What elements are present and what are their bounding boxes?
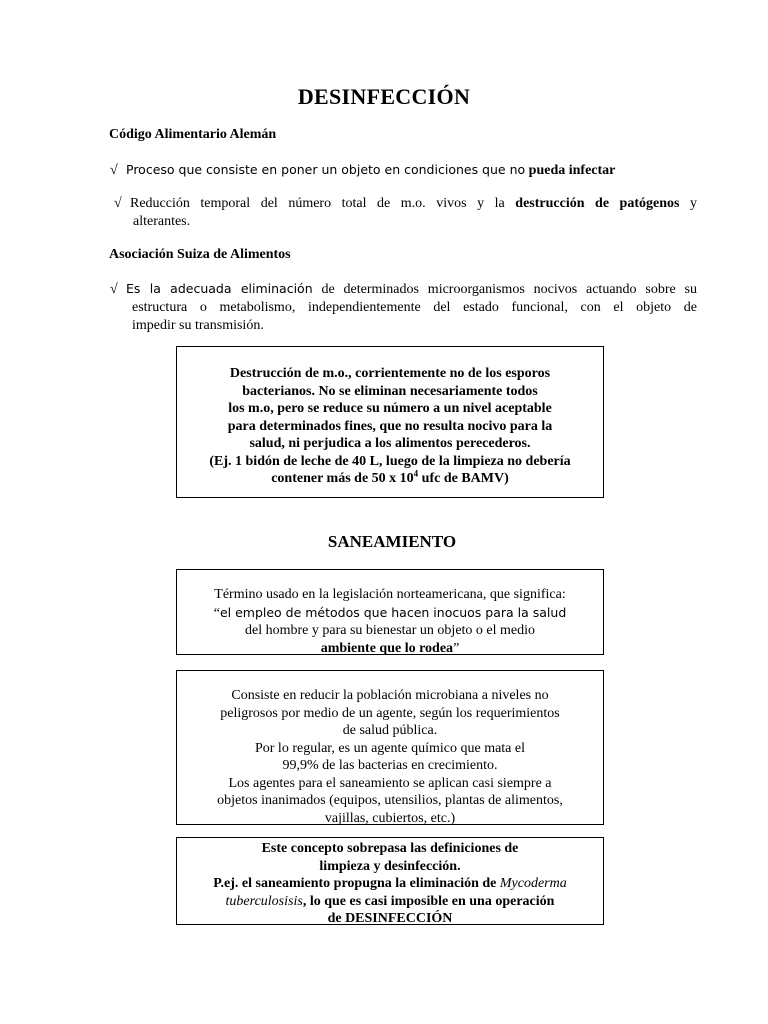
definition-box-legislacion (176, 569, 604, 655)
bullet-bold: pueda infectar (528, 163, 616, 178)
page-title: DESINFECCIÓN (297, 84, 471, 109)
box-line: P.ej. el saneamiento propugna la eliminación de Mycoderma (213, 876, 567, 891)
box-line: para determinados fines, que no resulta nocivo para la (227, 418, 553, 434)
box-line: ambiente que lo rodea” (320, 640, 460, 656)
bullet-eliminacion (110, 280, 697, 335)
bullet-continuation: alterantes. (133, 214, 191, 229)
box-line: objetos inanimados (equipos, utensilios, plantas de alimentos, (217, 793, 563, 808)
box-line: vajillas, cubiertos, etc.) (324, 810, 456, 826)
definition-box-concepto (176, 837, 604, 925)
box-line: Este concepto sobrepasa las definiciones de (261, 841, 519, 856)
box-line: de DESINFECCIÓN (327, 911, 453, 926)
bullet-text: de determinados microorganismos nocivos actuando sobre su (321, 282, 698, 297)
section-heading-asociacion-suiza: Asociación Suiza de Alimentos (109, 247, 291, 262)
check-icon: √ (114, 196, 122, 211)
box-line: peligrosos por medio de un agente, según los requerimientos (220, 705, 560, 721)
check-icon: √ (110, 163, 118, 178)
bullet-bold: destrucción de patógenos (515, 196, 680, 211)
box-line: Destrucción de m.o., corrientemente no de los esporos (229, 366, 551, 381)
definition-box-reduccion (176, 670, 604, 825)
box-line: Término usado en la legislación norteamericana, que significa: (214, 587, 566, 602)
box-line: (Ej. 1 bidón de leche de 40 L, luego de la limpieza no debería (209, 453, 571, 469)
box-line: 99,9% de las bacterias en crecimiento. (282, 758, 498, 773)
box-line: de salud pública. (342, 723, 438, 738)
bullet-proceso (110, 161, 697, 180)
bullet-text-sans: Es la adecuada eliminación (126, 281, 313, 296)
box-line: Por lo regular, es un agente químico que mata el (254, 740, 526, 756)
box-line: Consiste en reducir la población microbiana a niveles no (231, 688, 549, 703)
box-line: los m.o, pero se reduce su número a un nivel aceptable (228, 401, 552, 416)
bullet-line-2: estructura o metabolismo, independientemente del estado funcional, con el objeto de (132, 300, 697, 315)
bullet-text: Proceso que consiste en poner un objeto en condiciones que no (126, 162, 526, 177)
check-icon: √ (110, 282, 118, 297)
bullet-reduccion (114, 195, 697, 231)
box-line: Los agentes para el saneamiento se aplican casi siempre a (228, 775, 552, 791)
box-line-last: contener más de 50 x $10^4$ ufc de BAMV) (271, 468, 509, 486)
bullet-line-3: impedir su transmisión. (132, 318, 264, 333)
box-line: tuberculosisis, lo que es casi imposible en una operación (225, 893, 555, 909)
bullet-text: Reducción temporal del número total de m.o. vivos y la (130, 196, 505, 211)
box-line: limpieza y desinfección. (319, 858, 461, 874)
section-title-saneamiento: SANEAMIENTO (327, 532, 457, 551)
box-line: del hombre y para su bienestar un objeto o el medio (244, 623, 536, 638)
definition-box-destruccion (176, 346, 604, 498)
box-line: “el empleo de métodos que hacen inocuos para la salud (213, 604, 567, 621)
box-line: bacterianos. No se eliminan necesariamente todos (242, 383, 538, 399)
box-line: salud, ni perjudica a los alimentos perecederos. (249, 436, 531, 451)
bullet-text-end: y (690, 196, 698, 211)
section-heading-codigo-aleman: Código Alimentario Alemán (109, 127, 277, 142)
